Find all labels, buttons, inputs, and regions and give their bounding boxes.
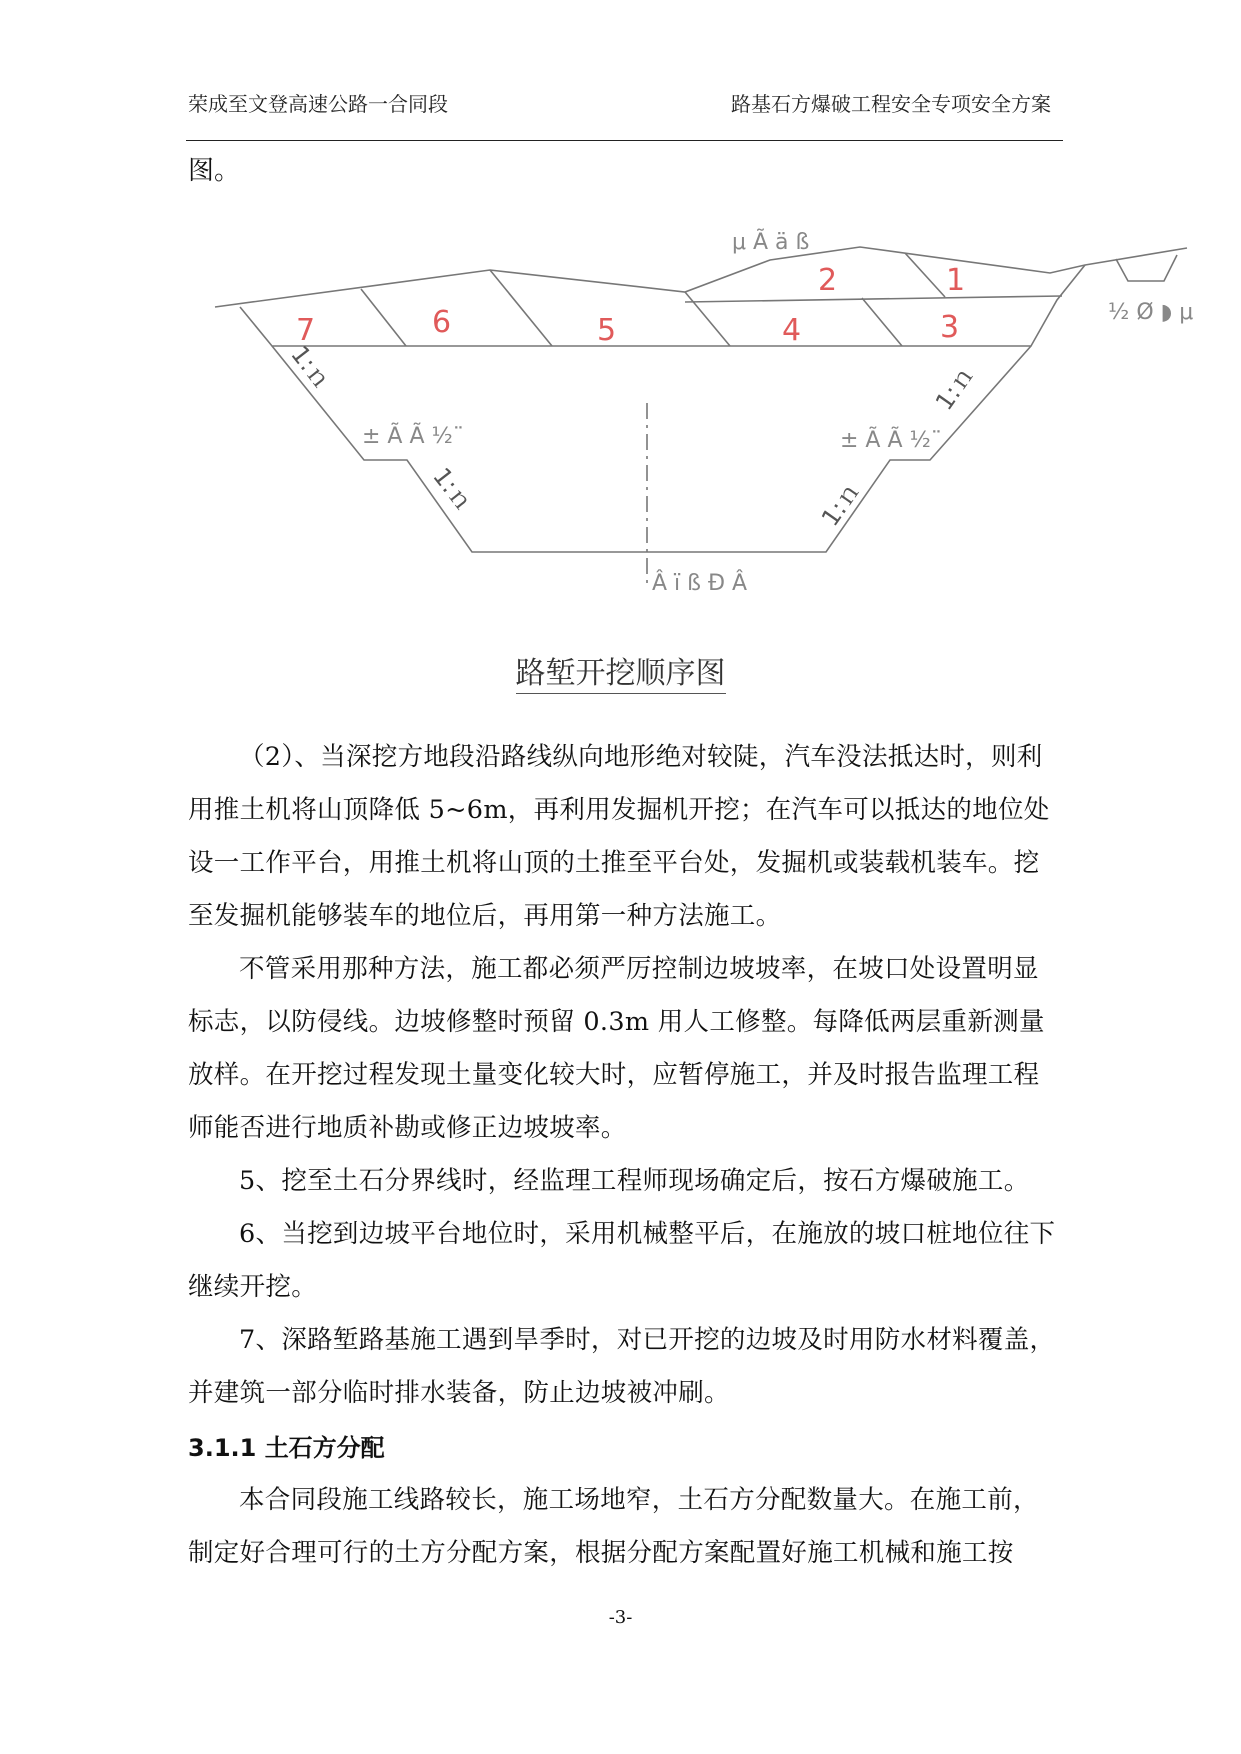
divider-7-6	[361, 289, 406, 346]
divider-2-1	[905, 253, 945, 297]
paragraph-1: （2）、当深挖方地段沿路线纵向地形绝对较陡，汽车没法抵达时，则利用推土机将山顶降低 5~6m，再利用发掘机开挖；在汽车可以抵达的地位处设一工作平台，用推土机将山顶的土推至平台处，发掘机或装载机装车。挖至发掘机能够装车的地位后，再用第一种方法施工。	[188, 742, 1050, 931]
paragraph-4: 6、当挖到边坡平台地位时，采用机械整平后，在施放的坡口桩地位往下继续开挖。	[188, 1219, 1056, 1302]
divider-4-3	[862, 298, 902, 346]
garbled-label-ditch: ½ Ø ◗ μ	[1108, 300, 1194, 325]
slope-label: 1:ｎ	[815, 476, 867, 532]
excavation-diagram	[0, 0, 1241, 640]
page-number: -3-	[608, 1607, 633, 1628]
slope-label: 1:ｎ	[427, 462, 479, 518]
slope-label: 1:ｎ	[285, 340, 337, 396]
divider-5-4	[685, 292, 730, 346]
section-number: 1	[946, 263, 966, 298]
section-heading: 3.1.1 土石方分配	[188, 1434, 385, 1462]
paragraph-5: 7、深路堑路基施工遇到旱季时，对已开挖的边坡及时用防水材料覆盖，并建筑一部分临时排水装备，防止边坡被冲刷。	[188, 1325, 1056, 1408]
ground-line	[215, 247, 1187, 307]
paragraph-3: 5、挖至土石分界线时，经监理工程师现场确定后，按石方爆破施工。	[239, 1166, 1030, 1196]
paragraph-2: 不管采用那种方法，施工都必须严厉控制边坡坡率，在坡口处设置明显标志，以防侵线。边坡修整时预留 0.3m 用人工修整。每降低两层重新测量放样。在开挖过程发现土量变化较大时，应暂停施工，并及时报告监理工程师能否进行地质补勘或修正边坡坡率。	[188, 954, 1045, 1143]
garbled-label-platform-right: ± Ã Ã ½¨	[840, 428, 942, 453]
garbled-label-bottom: Â ï ß Ð Â	[652, 571, 748, 596]
section-number: 7	[296, 313, 316, 348]
section-number: 3	[940, 310, 960, 345]
diagram-lines	[215, 247, 1187, 586]
section-number: 2	[818, 263, 838, 298]
section-number: 4	[782, 313, 802, 348]
upper-bench-line	[685, 296, 1062, 302]
figure-caption	[0, 648, 1241, 692]
lead-text: 图。	[188, 156, 241, 186]
section-paragraph: 本合同段施工线路较长，施工场地窄，土石方分配数量大。在施工前，制定好合理可行的土方分配方案，根据分配方案配置好施工机械和施工按	[188, 1485, 1039, 1568]
divider-6-5	[490, 270, 552, 346]
figure-caption-text: 路堑开挖顺序图	[516, 656, 726, 694]
header-left: 荣成至文登高速公路一合同段	[188, 92, 448, 116]
section-number: 6	[432, 305, 452, 340]
slope-label: 1:ｎ	[929, 360, 981, 416]
garbled-label-platform-left: ± Ã Ã ½¨	[362, 424, 464, 449]
header-right: 路基石方爆破工程安全专项安全方案	[731, 92, 1051, 116]
section-numbers	[296, 263, 965, 348]
garbled-label-top: μ Ã ä ß	[732, 230, 810, 255]
section-number: 5	[597, 313, 617, 348]
garbled-labels	[362, 228, 1193, 596]
